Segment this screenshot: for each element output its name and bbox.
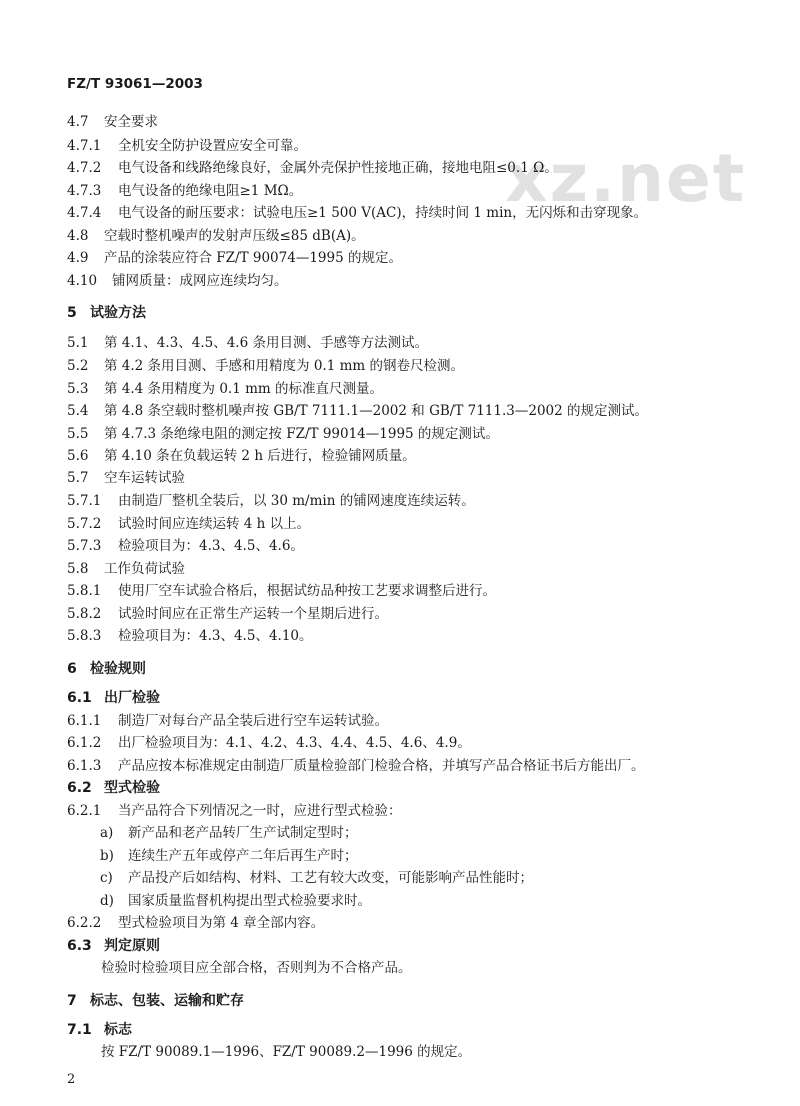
- clause-text: 第 4.8 条空载时整机噪声按 GB/T 7111.1—2002 和 GB/T 7111.3—2002 的规定测试。: [104, 403, 649, 419]
- document-code: FZ/T 93061—2003: [67, 76, 203, 92]
- clause-number: 6.1.3: [67, 758, 102, 774]
- clause-number: 4.7.1: [67, 138, 102, 154]
- clause-text: 检验时检验项目应全部合格，否则判为不合格产品。: [101, 960, 412, 976]
- clause-text: 产品应按本标准规定由制造厂质量检验部门检验合格，并填写产品合格证书后方能出厂。: [118, 758, 645, 774]
- clause-number: 4.9: [67, 250, 89, 266]
- clause-text: 产品投产后如结构、材料、工艺有较大改变，可能影响产品性能时；: [128, 870, 533, 886]
- clause-number: 7.1: [67, 1022, 92, 1038]
- clause-heading: 型式检验: [104, 780, 160, 796]
- clause-number: c): [100, 870, 113, 886]
- clause-text: 第 4.2 条用目测、手感和用精度为 0.1 mm 的钢卷尺检测。: [104, 358, 464, 374]
- clause-number: 5.1: [67, 335, 89, 351]
- clause-text: 型式检验项目为第 4 章全部内容。: [118, 915, 325, 931]
- clause-text: 电气设备的绝缘电阻≥1 MΩ。: [118, 183, 303, 199]
- clause-heading: 标志: [104, 1022, 132, 1038]
- clause-text: 由制造厂整机全装后，以 30 m/min 的铺网速度连续运转。: [118, 493, 475, 509]
- clause-number: 5.8.3: [67, 628, 102, 644]
- clause-number: 6.2.2: [67, 915, 102, 931]
- clause-text: 试验时间应连续运转 4 h 以上。: [118, 516, 311, 532]
- clause-text: 检验项目为：4.3、4.5、4.10。: [118, 628, 313, 644]
- clause-text: 出厂检验项目为：4.1、4.2、4.3、4.4、4.5、4.6、4.9。: [118, 735, 471, 751]
- clause-number: d): [100, 893, 114, 909]
- clause-text: 工作负荷试验: [104, 561, 185, 577]
- clause-text: 第 4.7.3 条绝缘电阻的测定按 FZ/T 99014—1995 的规定测试。: [104, 426, 499, 442]
- clause-text: 试验时间应在正常生产运转一个星期后进行。: [118, 606, 388, 622]
- clause-text: 第 4.4 条用精度为 0.1 mm 的标准直尺测量。: [104, 381, 383, 397]
- clause-number: 5.3: [67, 381, 89, 397]
- clause-number: 4.10: [67, 273, 98, 289]
- clause-heading: 检验规则: [90, 661, 146, 677]
- clause-text: 第 4.1、4.3、4.5、4.6 条用目测、手感等方法测试。: [104, 335, 428, 351]
- clause-text: 电气设备和线路绝缘良好，金属外壳保护性接地正确，接地电阻≤0.1 Ω。: [118, 160, 558, 176]
- watermark: xz.net: [505, 140, 747, 217]
- clause-text: 空载时整机噪声的发射声压级≤85 dB(A)。: [104, 228, 365, 244]
- clause-number: 6.2: [67, 780, 92, 796]
- clause-text: 全机安全防护设置应安全可靠。: [118, 138, 307, 154]
- clause-number: 6.3: [67, 938, 92, 954]
- clause-text: 制造厂对每台产品全装后进行空车运转试验。: [118, 713, 388, 729]
- clause-number: 5.8.2: [67, 606, 102, 622]
- clause-number: 6.1.1: [67, 713, 102, 729]
- clause-heading: 出厂检验: [104, 690, 160, 706]
- clause-number: 4.7.3: [67, 183, 102, 199]
- clause-text: 第 4.10 条在负载运转 2 h 后进行，检验铺网质量。: [104, 448, 416, 464]
- clause-text: 检验项目为：4.3、4.5、4.6。: [118, 538, 304, 554]
- clause-number: 6.1.2: [67, 735, 102, 751]
- clause-number: 5.5: [67, 426, 89, 442]
- clause-text: 铺网质量：成网应连续均匀。: [112, 273, 288, 289]
- clause-number: 5.7.2: [67, 516, 102, 532]
- clause-text: 新产品和老产品转厂生产试制定型时；: [128, 825, 358, 841]
- clause-number: 6.2.1: [67, 803, 102, 819]
- clause-number: 4.7.2: [67, 160, 102, 176]
- clause-number: 5.7.1: [67, 493, 102, 509]
- clause-heading: 判定原则: [104, 938, 160, 954]
- clause-text: 当产品符合下列情况之一时，应进行型式检验：: [118, 803, 402, 819]
- clause-text: 空车运转试验: [104, 470, 185, 486]
- page-number: 2: [67, 1072, 76, 1087]
- clause-number: 4.7.4: [67, 205, 102, 221]
- clause-heading: 标志、包装、运输和贮存: [90, 993, 244, 1009]
- clause-number: 5: [67, 305, 77, 321]
- clause-number: 7: [67, 993, 77, 1009]
- clause-number: 5.7: [67, 470, 89, 486]
- clause-text: 产品的涂装应符合 FZ/T 90074—1995 的规定。: [104, 250, 402, 266]
- clause-number: 4.8: [67, 228, 89, 244]
- clause-text: 安全要求: [104, 114, 158, 130]
- clause-number: 6.1: [67, 690, 92, 706]
- clause-number: b): [100, 848, 114, 864]
- clause-number: 5.2: [67, 358, 89, 374]
- clause-number: 5.6: [67, 448, 89, 464]
- clause-text: 使用厂空车试验合格后，根据试纺品种按工艺要求调整后进行。: [118, 583, 496, 599]
- clause-text: 连续生产五年或停产二年后再生产时；: [128, 848, 358, 864]
- clause-text: 按 FZ/T 90089.1—1996、FZ/T 90089.2—1996 的规定。: [101, 1044, 472, 1060]
- clause-number: 4.7: [67, 114, 89, 130]
- clause-number: 5.4: [67, 403, 89, 419]
- clause-text: 国家质量监督机构提出型式检验要求时。: [128, 893, 371, 909]
- clause-number: a): [100, 825, 114, 841]
- clause-heading: 试验方法: [90, 305, 146, 321]
- clause-number: 5.8.1: [67, 583, 102, 599]
- clause-number: 5.8: [67, 561, 89, 577]
- clause-number: 6: [67, 661, 77, 677]
- clause-number: 5.7.3: [67, 538, 102, 554]
- clause-text: 电气设备的耐压要求：试验电压≥1 500 V(AC)，持续时间 1 min，无闪烁和击穿现象。: [118, 205, 648, 221]
